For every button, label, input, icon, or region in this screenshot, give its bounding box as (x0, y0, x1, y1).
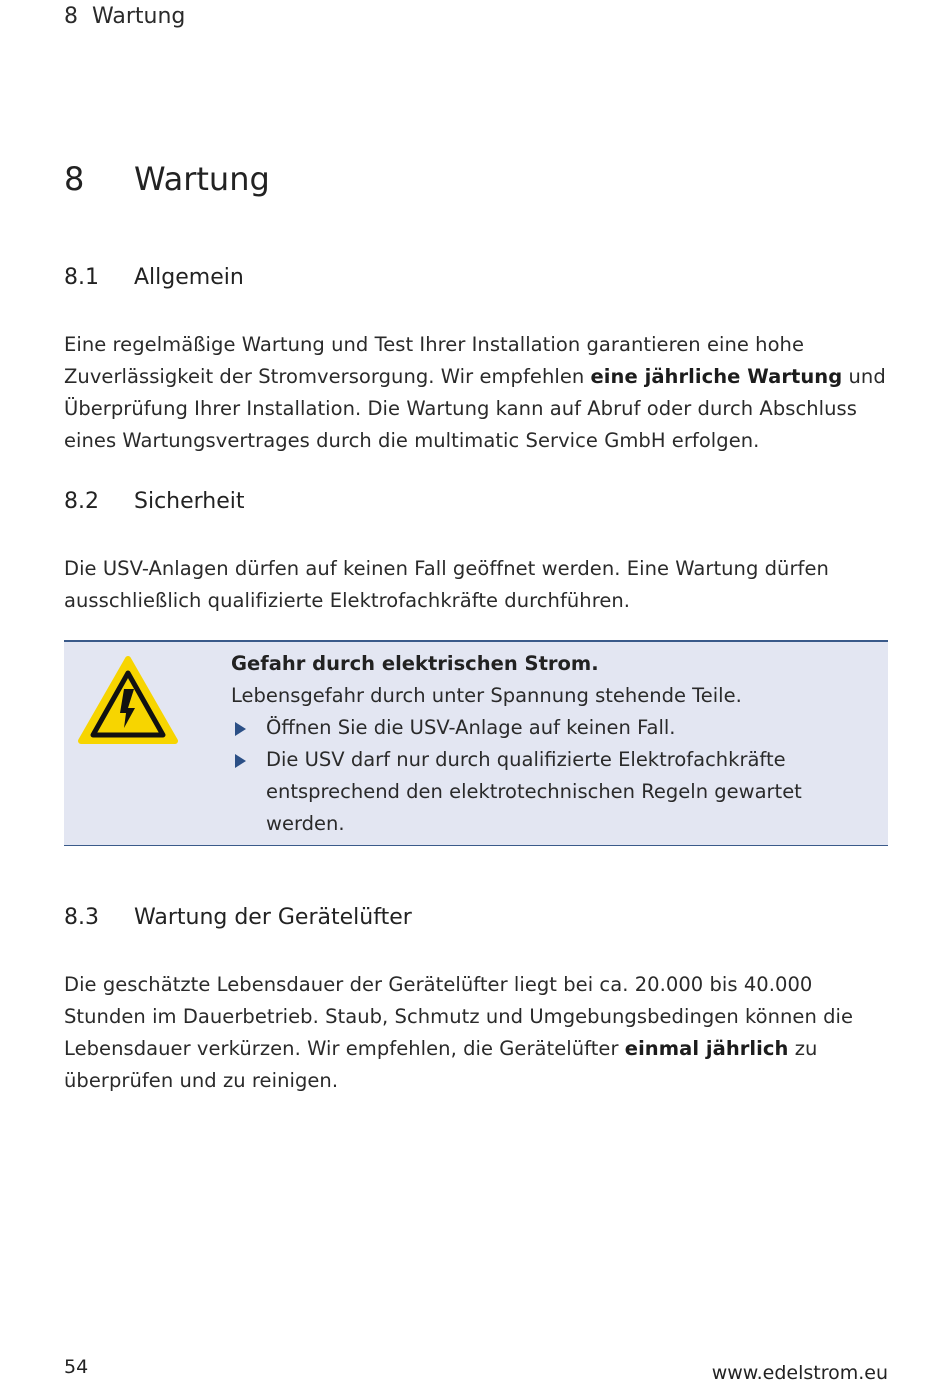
page-number: 54 (64, 1356, 89, 1378)
chapter-title: Wartung (134, 160, 270, 198)
bullet-arrow-icon (235, 722, 246, 736)
warning-subtitle: Lebensgefahr durch unter Spannung stehende Teile. (231, 684, 742, 707)
paragraph-text: zu überprüfen und zu reinigen. (64, 1037, 818, 1092)
section-number: 8.3 (64, 905, 99, 930)
section-title: Sicherheit (134, 489, 245, 514)
section-number: 8.1 (64, 265, 99, 290)
chapter-heading (64, 160, 270, 198)
running-header (64, 4, 185, 29)
high-voltage-warning-icon (78, 656, 178, 746)
paragraph-emphasis: einmal jährlich (624, 1037, 789, 1060)
paragraph-text: Eine regelmäßige Wartung und Test Ihrer Installation garantieren eine hohe Zuverlässigkeit der Stromversorgung. Wir empfehlen (64, 333, 805, 388)
warning-bullet (231, 744, 871, 840)
warning-title: Gefahr durch elektrischen Strom. (231, 652, 599, 675)
warning-bullet-text: Die USV darf nur durch qualifizierte Elektrofachkräfte entsprechend den elektrotechnischen Regeln gewartet werden. (266, 748, 802, 835)
section-title: Allgemein (134, 265, 244, 290)
warning-text (231, 648, 871, 840)
running-header-title: Wartung (92, 4, 186, 29)
section-number: 8.2 (64, 489, 99, 514)
running-header-number: 8 (64, 4, 78, 29)
footer-url[interactable]: www.edelstrom.eu (711, 1362, 888, 1384)
section-heading-allgemein (64, 265, 244, 290)
warning-box (64, 640, 888, 846)
paragraph-emphasis: eine jährliche Wartung (590, 365, 843, 388)
section-heading-geraetelüfter (64, 905, 412, 930)
warning-bullet-text: Öffnen Sie die USV-Anlage auf keinen Fall. (266, 716, 676, 739)
section-heading-sicherheit (64, 489, 245, 514)
section-paragraph-geraetelüfter (64, 969, 894, 1097)
paragraph-text: Die geschätzte Lebensdauer der Gerätelüfter liegt bei ca. 20.000 bis 40.000 Stunden im Dauerbetrieb. Staub, Schmutz und Umgebungsbedingen können die Lebensdauer verkürzen. Wir empfehlen, die Gerätelüfter (64, 973, 854, 1060)
section-paragraph-allgemein (64, 329, 894, 457)
bullet-arrow-icon (235, 754, 246, 768)
section-paragraph-sicherheit: Die USV-Anlagen dürfen auf keinen Fall geöffnet werden. Eine Wartung dürfen ausschließlich qualifizierte Elektrofachkräfte durchführen. (64, 557, 829, 612)
section-title: Wartung der Gerätelüfter (134, 905, 412, 930)
chapter-number: 8 (64, 160, 85, 198)
warning-bullet (231, 712, 871, 744)
paragraph-text: und Überprüfung Ihrer Installation. Die Wartung kann auf Abruf oder durch Abschluss eines Wartungsvertrages durch die multimatic Service GmbH erfolgen. (64, 365, 886, 452)
